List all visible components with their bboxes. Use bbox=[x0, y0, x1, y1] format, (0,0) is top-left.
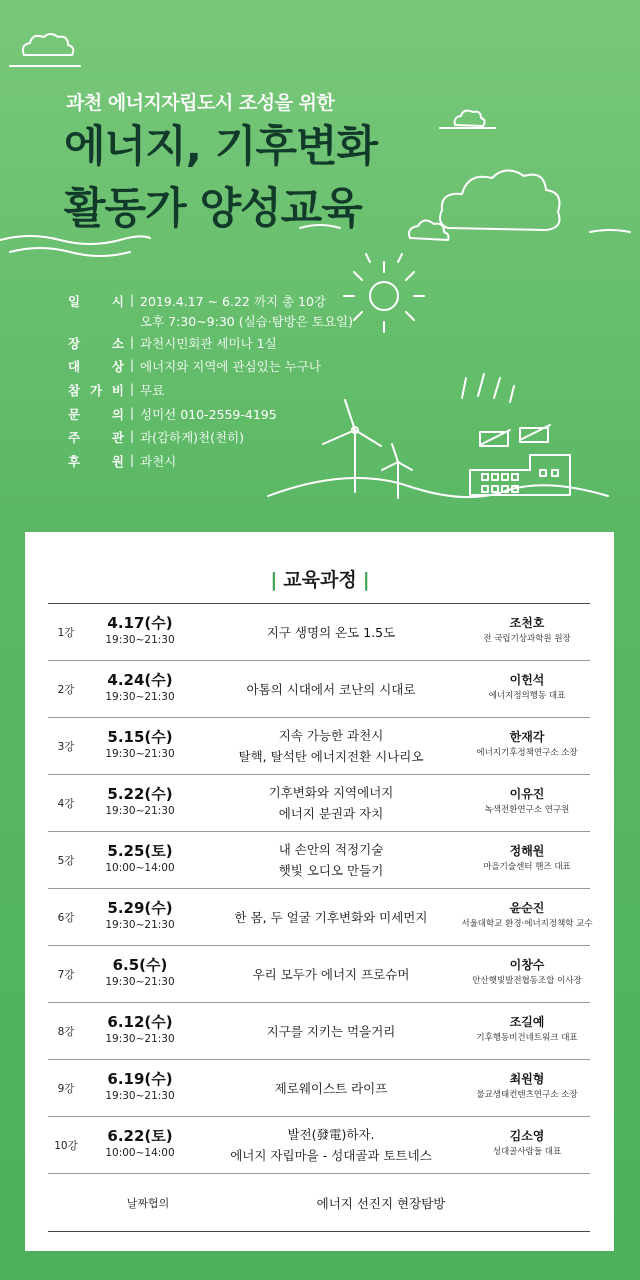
time-text: 19:30~21:30 bbox=[105, 748, 175, 760]
speaker-name: 이유진 bbox=[509, 787, 545, 801]
info-value: 과천시 bbox=[140, 454, 177, 470]
lecture-date bbox=[90, 899, 190, 932]
info-label-char: 원 bbox=[111, 454, 124, 470]
lecture-topic bbox=[196, 832, 466, 888]
time-text: 19:30~21:30 bbox=[105, 805, 175, 817]
time-text: 19:30~21:30 bbox=[105, 1033, 175, 1045]
speaker-org: 안산햇빛발전협동조합 이사장 bbox=[472, 976, 582, 986]
date-text: 6.5(수) bbox=[112, 956, 168, 974]
sun-icon bbox=[370, 282, 398, 310]
page-title-line1: 에너지, 기후변화 bbox=[64, 122, 378, 172]
info-label-char: 주 bbox=[68, 430, 81, 446]
lecture-date bbox=[90, 728, 190, 761]
separator: | bbox=[129, 333, 135, 349]
info-value: 과(감하게)천(천히) bbox=[140, 430, 245, 446]
info-label-char: 가 bbox=[89, 383, 103, 399]
info-label bbox=[68, 405, 124, 423]
lecture-topic bbox=[196, 661, 466, 717]
topic-line: 발전(發電)하자. bbox=[287, 1127, 375, 1142]
info-label bbox=[68, 381, 124, 399]
topic-line: 지구를 지키는 먹을거리 bbox=[266, 1023, 396, 1039]
topic-line: 탈핵, 탈석탄 에너지전환 시나리오 bbox=[238, 749, 424, 764]
info-label-char: 장 bbox=[68, 335, 81, 351]
topic-line: 한 몸, 두 얼굴 기후변화와 미세먼지 bbox=[234, 909, 428, 925]
time-text: 19:30~21:30 bbox=[105, 691, 175, 703]
speaker-org: 마을기술센터 핸즈 대표 bbox=[483, 862, 571, 872]
speaker-name: 이창수 bbox=[509, 958, 545, 972]
info-label-char: 일 bbox=[68, 294, 81, 309]
topic-line: 아톰의 시대에서 코난의 시대로 bbox=[246, 681, 416, 697]
lecture-speaker bbox=[458, 842, 596, 874]
speaker-org: 성대골사람들 대표 bbox=[492, 1147, 562, 1157]
topic-line: 지속 가능한 과천시 bbox=[278, 728, 384, 743]
lecture-number: 7강 bbox=[57, 968, 75, 981]
table-row bbox=[48, 1174, 590, 1232]
cloud-icon bbox=[23, 34, 73, 55]
lecture-number: 2강 bbox=[57, 683, 75, 696]
info-row bbox=[68, 405, 353, 429]
info-label-char: 소 bbox=[111, 335, 124, 351]
info-label-char: 비 bbox=[111, 383, 124, 399]
lecture-topic bbox=[196, 604, 466, 660]
speaker-org: 기후행동비건네트워크 대표 bbox=[476, 1033, 578, 1043]
info-label-char: 관 bbox=[111, 430, 124, 446]
lecture-topic bbox=[196, 775, 466, 831]
lecture-topic bbox=[196, 1003, 466, 1059]
topic-line: 에너지 분권과 자치 bbox=[278, 806, 384, 821]
lecture-number: 6강 bbox=[57, 911, 75, 924]
lecture-number: 9강 bbox=[57, 1082, 75, 1095]
event-info bbox=[68, 292, 353, 476]
separator: | bbox=[129, 404, 135, 420]
speaker-org: 에너지기후정책연구소 소장 bbox=[476, 748, 578, 758]
info-label-char: 대 bbox=[68, 359, 81, 375]
info-label bbox=[68, 334, 124, 352]
lecture-topic bbox=[196, 1117, 466, 1173]
info-value-secondary: 오후 7:30~9:30 (실습·탐방은 토요일) bbox=[140, 313, 354, 329]
info-label bbox=[68, 357, 124, 375]
speaker-name: 최원형 bbox=[509, 1072, 545, 1086]
table-row bbox=[48, 604, 590, 661]
info-label-char: 참 bbox=[68, 383, 81, 399]
curriculum-title: | 교육과정 | bbox=[270, 569, 370, 591]
date-text: 5.15(수) bbox=[107, 728, 173, 746]
lecture-speaker bbox=[458, 728, 596, 760]
speaker-name: 조천호 bbox=[509, 616, 545, 630]
date-text: 4.24(수) bbox=[107, 671, 173, 689]
speaker-org: 서울대학교 환경·에너지정책학 교수 bbox=[461, 919, 593, 929]
speaker-org: 불교생태컨텐츠연구소 소장 bbox=[476, 1090, 578, 1100]
table-row bbox=[48, 832, 590, 889]
speaker-name: 윤순진 bbox=[509, 901, 545, 915]
lecture-date bbox=[90, 1127, 190, 1160]
lecture-date bbox=[90, 785, 190, 818]
time-text: 19:30~21:30 bbox=[105, 976, 175, 988]
lecture-date bbox=[90, 1070, 190, 1103]
info-label-char: 문 bbox=[68, 406, 81, 422]
info-label bbox=[68, 292, 124, 310]
lecture-topic bbox=[196, 889, 466, 945]
cloud-icon bbox=[455, 111, 485, 126]
date-text: 5.25(토) bbox=[107, 842, 173, 860]
date-text: 4.17(수) bbox=[107, 614, 173, 632]
speaker-org: 에너지정의행동 대표 bbox=[488, 691, 566, 701]
separator: | bbox=[129, 381, 135, 397]
lecture-number: 5강 bbox=[57, 854, 75, 867]
time-text: 10:00~14:00 bbox=[105, 1147, 175, 1159]
date-text: 5.22(수) bbox=[107, 785, 173, 803]
lecture-speaker bbox=[458, 1013, 596, 1045]
curriculum-title-text: 교육과정 bbox=[283, 569, 357, 591]
speaker-name: 조길예 bbox=[509, 1015, 545, 1029]
table-row bbox=[48, 718, 590, 775]
info-value: 2019.4.17 ~ 6.22 까지 총 10강 bbox=[140, 294, 326, 309]
lecture-speaker bbox=[458, 614, 596, 646]
speaker-name: 김소영 bbox=[509, 1129, 545, 1143]
lecture-date bbox=[90, 614, 190, 647]
topic-line: 기후변화와 지역에너지 bbox=[268, 785, 394, 800]
info-value: 과천시민회관 세미나 1실 bbox=[140, 335, 277, 351]
lecture-number: 8강 bbox=[57, 1025, 75, 1038]
topic-line: 햇빛 오디오 만들기 bbox=[278, 863, 384, 878]
info-label-char: 상 bbox=[111, 359, 124, 375]
lecture-number: 4강 bbox=[57, 797, 75, 810]
time-text: 19:30~21:30 bbox=[105, 634, 175, 646]
table-row bbox=[48, 775, 590, 832]
info-value: 무료 bbox=[140, 383, 165, 399]
separator: | bbox=[129, 357, 135, 373]
table-row bbox=[48, 1003, 590, 1060]
lecture-topic bbox=[196, 718, 466, 774]
info-label-char: 의 bbox=[111, 406, 124, 422]
date-text: 5.29(수) bbox=[107, 899, 173, 917]
table-row bbox=[48, 1060, 590, 1117]
separator: | bbox=[129, 428, 135, 444]
lecture-date bbox=[90, 1013, 190, 1046]
separator: | bbox=[129, 292, 135, 307]
info-label-char: 후 bbox=[68, 454, 81, 470]
lecture-topic bbox=[196, 946, 466, 1002]
info-row bbox=[68, 381, 353, 405]
speaker-name: 한재각 bbox=[509, 730, 545, 744]
info-label-char: 시 bbox=[111, 294, 124, 309]
table-row bbox=[48, 1117, 590, 1174]
table-row bbox=[48, 661, 590, 718]
date-text: 6.12(수) bbox=[107, 1013, 173, 1031]
lecture-number: 1강 bbox=[57, 626, 75, 639]
info-value: 에너지와 지역에 관심있는 누구나 bbox=[140, 359, 321, 375]
time-text: 10:00~14:00 bbox=[105, 862, 175, 874]
lecture-speaker bbox=[458, 899, 596, 931]
info-row bbox=[68, 452, 353, 476]
speaker-org: 녹색전환연구소 연구원 bbox=[484, 805, 570, 815]
lecture-topic bbox=[196, 1060, 466, 1116]
info-label bbox=[68, 428, 124, 446]
lecture-date: 날짜협의 bbox=[126, 1196, 170, 1210]
table-row bbox=[48, 946, 590, 1003]
lecture-speaker bbox=[458, 785, 596, 817]
speaker-org: 전 국립기상과학원 원장 bbox=[483, 634, 571, 644]
info-row bbox=[68, 357, 353, 381]
topic-line: 에너지 자립마을 - 성대골과 토트네스 bbox=[230, 1148, 432, 1163]
curriculum-table bbox=[48, 603, 593, 1232]
separator: | bbox=[129, 452, 135, 468]
lecture-topic: 에너지 선진지 현장탐방 bbox=[316, 1195, 446, 1211]
lecture-speaker bbox=[458, 671, 596, 703]
speaker-name: 정해원 bbox=[509, 844, 545, 858]
speaker-name: 이헌석 bbox=[509, 673, 545, 687]
date-text: 6.19(수) bbox=[107, 1070, 173, 1088]
lecture-date bbox=[90, 842, 190, 875]
info-value: 성미선 010-2559-4195 bbox=[140, 406, 277, 422]
topic-line: 제로웨이스트 라이프 bbox=[274, 1080, 388, 1096]
topic-line: 내 손안의 적정기술 bbox=[278, 842, 384, 857]
lecture-speaker bbox=[458, 956, 596, 988]
lecture-speaker bbox=[458, 1127, 596, 1159]
topic-line: 우리 모두가 에너지 프로슈머 bbox=[252, 966, 410, 982]
info-row bbox=[68, 428, 353, 452]
cloud-icon bbox=[440, 170, 560, 230]
lecture-date bbox=[90, 671, 190, 704]
lecture-number: 3강 bbox=[57, 740, 75, 753]
date-text: 6.22(토) bbox=[107, 1127, 173, 1145]
page-title-line2: 활동가 양성교육 bbox=[64, 184, 362, 234]
lecture-date bbox=[90, 956, 190, 989]
info-label bbox=[68, 452, 124, 470]
time-text: 19:30~21:30 bbox=[105, 919, 175, 931]
topic-line: 지구 생명의 온도 1.5도 bbox=[266, 624, 396, 640]
lecture-number: 10강 bbox=[54, 1139, 78, 1152]
time-text: 19:30~21:30 bbox=[105, 1090, 175, 1102]
lecture-speaker bbox=[458, 1070, 596, 1102]
table-row bbox=[48, 889, 593, 946]
subtitle: 과천 에너지자립도시 조성을 위한 bbox=[66, 92, 335, 114]
info-row bbox=[68, 334, 353, 358]
